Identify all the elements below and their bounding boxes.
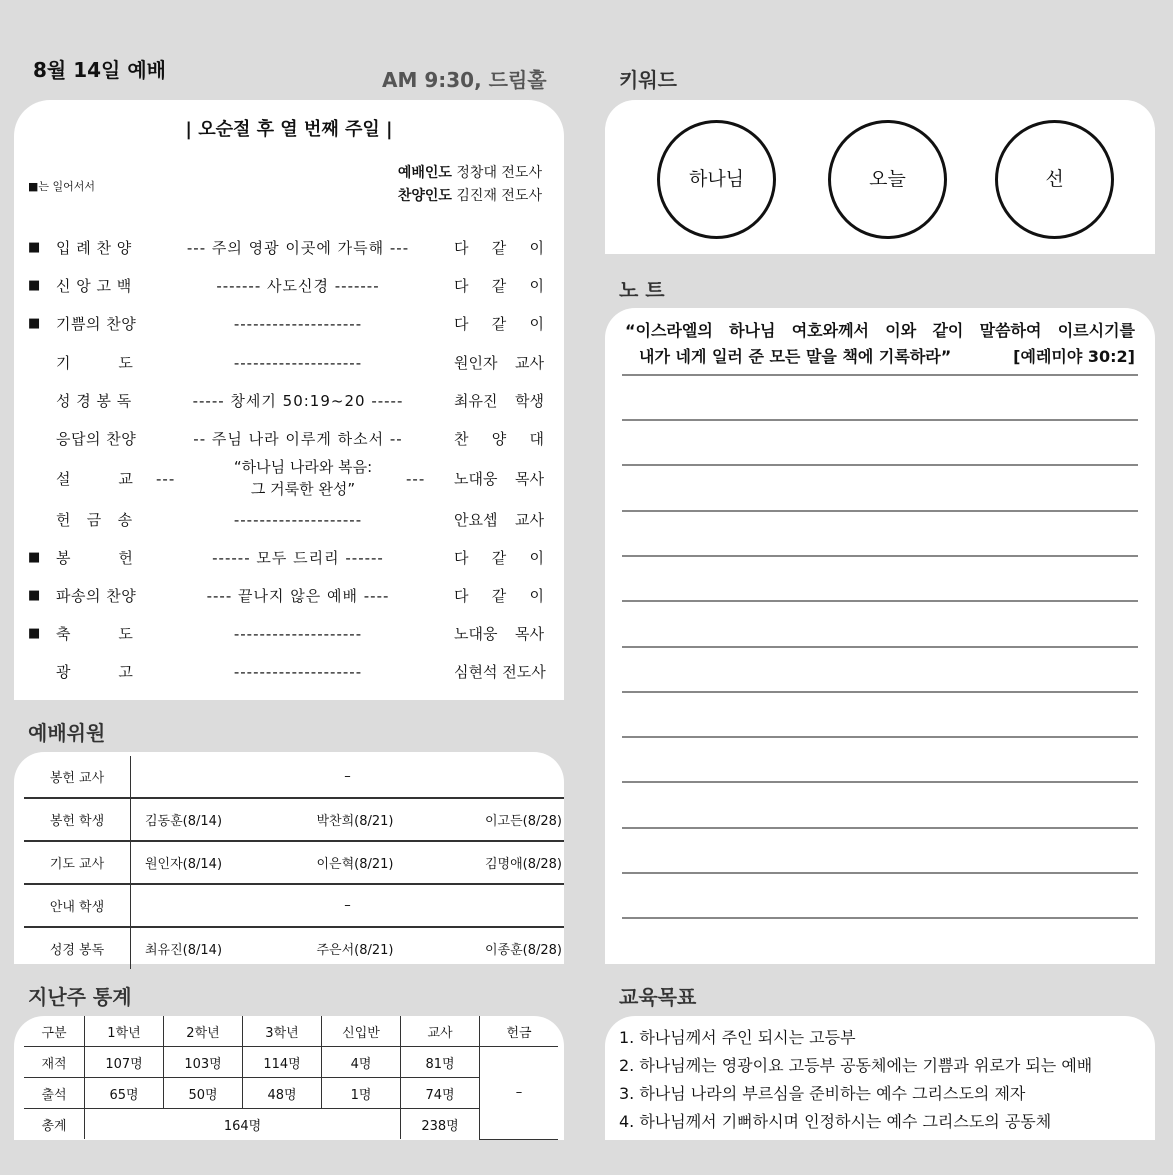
column-header: 신입반: [322, 1016, 401, 1047]
order-item-person: 다 같 이: [454, 549, 544, 567]
table-cell: 4명: [322, 1047, 401, 1078]
order-item-name: 기쁨의 찬양: [56, 315, 137, 333]
note-line: [622, 917, 1138, 919]
standing-mark: ■: [28, 278, 41, 293]
order-item-detail: --------------------: [233, 315, 363, 333]
standing-mark: ■: [28, 240, 41, 255]
column-header: 3학년: [243, 1016, 322, 1047]
order-item-detail: -- 주님 나라 이루게 하소서 --: [193, 430, 403, 448]
order-of-service-panel: [14, 100, 564, 700]
leader-role: 예배인도: [397, 165, 452, 181]
committee-role: 성경 봉독: [24, 927, 131, 969]
order-item-detail: --------------------: [233, 663, 363, 681]
committee-empty: –: [131, 756, 565, 798]
note-line: [622, 827, 1138, 829]
order-item-detail: --------------------: [233, 511, 363, 529]
committee-role: 봉헌 교사: [24, 756, 131, 798]
order-item: [28, 271, 548, 301]
sermon-title-line: “하나님 나라와 복음:: [233, 458, 373, 476]
order-item-person: 다 같 이: [454, 239, 544, 257]
committee-member: 김동훈(8/14): [131, 798, 266, 841]
goals-list: [619, 1024, 1092, 1136]
order-item-name: 헌 금 송: [56, 511, 133, 529]
committee-table: [24, 756, 564, 969]
table-cell: 103명: [164, 1047, 243, 1078]
stats-panel: [14, 1016, 564, 1140]
order-item: [28, 348, 548, 378]
sermon-dash-right: ---: [406, 470, 426, 488]
keyword-circle: 하나님: [657, 120, 776, 239]
goals-heading: 교육목표: [619, 985, 697, 1009]
standing-mark: ■: [28, 316, 41, 331]
notes-heading: 노 트: [619, 278, 665, 302]
keywords-panel: [605, 100, 1155, 254]
order-item: [28, 309, 548, 339]
leader-name: 정창대 전도사: [456, 165, 542, 181]
table-row: [24, 798, 564, 841]
worship-time-place: AM 9:30, 드림홀: [382, 68, 547, 92]
committee-member: 주은서(8/21): [316, 943, 394, 958]
order-item-person: 심현석 전도사: [454, 663, 546, 681]
leader-name: 김진재 전도사: [456, 188, 542, 204]
order-item: [28, 657, 548, 687]
total-teachers: 238명: [401, 1109, 480, 1140]
committee-member: 이은혁(8/21): [265, 841, 445, 884]
note-line: [622, 464, 1138, 466]
note-line: [622, 691, 1138, 693]
order-item-name: 축 도: [56, 625, 134, 643]
order-item-person: 다 같 이: [454, 315, 544, 333]
note-line: [622, 600, 1138, 602]
row-label: 재적: [24, 1047, 85, 1078]
notes-panel: [605, 308, 1155, 964]
committee-member: 김명애(8/28): [445, 841, 564, 884]
goal-item: 1. 하나님께서 주인 되시는 고등부: [619, 1028, 856, 1047]
note-line: [622, 374, 1138, 376]
column-header: 1학년: [85, 1016, 164, 1047]
order-item-person: 노대웅 목사: [454, 625, 544, 643]
order-item-name: 광 고: [56, 663, 134, 681]
committee-empty: –: [131, 884, 565, 927]
order-title: | 오순절 후 열 번째 주일 |: [185, 119, 393, 140]
note-line: [622, 736, 1138, 738]
order-item-detail: ---- 끝나지 않은 예배 ----: [206, 587, 390, 605]
order-item: [28, 543, 548, 573]
table-row: [24, 884, 564, 927]
order-item-person: 다 같 이: [454, 277, 544, 295]
committee-member: 원인자(8/14): [131, 841, 266, 884]
column-header: 헌금: [480, 1016, 559, 1047]
order-item-name: 입 례 찬 양: [56, 239, 132, 257]
order-item: [28, 386, 548, 416]
table-cell: 81명: [401, 1047, 480, 1078]
stats-heading: 지난주 통계: [28, 985, 132, 1009]
note-line: [622, 781, 1138, 783]
note-line: [622, 419, 1138, 421]
table-row: [24, 1047, 558, 1078]
worship-date-title: 8월 14일 예배: [33, 58, 166, 82]
order-item-person: 최유진 학생: [454, 392, 544, 410]
column-header: 2학년: [164, 1016, 243, 1047]
committee-member: 박찬희(8/21): [265, 798, 445, 841]
order-item-person: 찬 양 대: [454, 430, 544, 448]
order-item: [28, 581, 548, 611]
order-item-name: 신 앙 고 백: [56, 277, 132, 295]
order-item-name: 설 교: [56, 470, 134, 488]
sermon-dash-left: ---: [156, 470, 176, 488]
goal-item: 3. 하나님 나라의 부르심을 준비하는 예수 그리스도의 제자: [619, 1084, 1026, 1103]
table-cell: 50명: [164, 1078, 243, 1109]
committee-member: 최유진(8/14): [145, 943, 223, 958]
order-item-person: 다 같 이: [454, 587, 544, 605]
leader-role: 찬양인도: [397, 188, 452, 204]
stand-note: ■는 일어서서: [28, 180, 96, 193]
committee-heading: 예배위원: [28, 721, 106, 745]
standing-mark: ■: [28, 550, 41, 565]
verse-reference: [예레미야 30:2]: [1013, 347, 1135, 366]
table-row: [24, 1078, 558, 1109]
order-item-name: 응답의 찬양: [56, 430, 137, 448]
order-item: [28, 505, 548, 535]
order-item-detail: ----- 창세기 50:19~20 -----: [192, 392, 404, 410]
worship-leaders: [398, 162, 542, 208]
keyword-circle: 오늘: [828, 120, 947, 239]
table-cell: 74명: [401, 1078, 480, 1109]
order-item-name: 봉 헌: [56, 549, 134, 567]
total-students: 164명: [85, 1109, 401, 1140]
standing-mark: ■: [28, 588, 41, 603]
note-line: [622, 872, 1138, 874]
goals-panel: [605, 1016, 1155, 1140]
table-row: [24, 841, 564, 884]
row-label: 총계: [24, 1109, 85, 1140]
table-cell: 114명: [243, 1047, 322, 1078]
table-header-row: [24, 1016, 558, 1047]
keywords-heading: 키워드: [619, 68, 677, 92]
column-header: 교사: [401, 1016, 480, 1047]
table-row: [24, 927, 564, 969]
stats-table: [24, 1016, 558, 1140]
committee-role: 봉헌 학생: [24, 798, 131, 841]
goal-item: 4. 하나님께서 기뻐하시며 인정하시는 예수 그리스도의 공동체: [619, 1112, 1052, 1131]
order-item: [28, 233, 548, 263]
table-cell: 65명: [85, 1078, 164, 1109]
bible-verse: [625, 318, 1135, 370]
goal-item: 2. 하나님께는 영광이요 고등부 공동체에는 기쁨과 위로가 되는 예배: [619, 1056, 1093, 1075]
note-line: [622, 555, 1138, 557]
table-row: [24, 1109, 558, 1140]
committee-member: 이종훈(8/28): [484, 943, 562, 958]
verse-line: “이스라엘의 하나님 여호와께서 이와 같이 말씀하여 이르시기를: [625, 321, 1135, 340]
column-header: 구분: [24, 1016, 85, 1047]
table-cell: 48명: [243, 1078, 322, 1109]
table-cell: 107명: [85, 1047, 164, 1078]
committee-role: 안내 학생: [24, 884, 131, 927]
note-line: [622, 510, 1138, 512]
order-item: [28, 424, 548, 454]
keyword-circle: 선: [995, 120, 1114, 239]
order-item-name: 기 도: [56, 354, 134, 372]
committee-panel: [14, 752, 564, 964]
order-item-detail: ------- 사도신경 -------: [216, 277, 380, 295]
order-item-detail: --------------------: [233, 625, 363, 643]
order-item-person: 안요셉 교사: [454, 511, 544, 529]
order-item: [28, 619, 548, 649]
order-item-detail: --------------------: [233, 354, 363, 372]
order-item-detail: --- 주의 영광 이곳에 가득해 ---: [186, 239, 410, 257]
note-line: [622, 646, 1138, 648]
sermon-title: [208, 456, 398, 500]
committee-role: 기도 교사: [24, 841, 131, 884]
order-item-person: 원인자 교사: [454, 354, 544, 372]
table-row: [24, 756, 564, 798]
table-cell: 1명: [322, 1078, 401, 1109]
order-item-name: 파송의 찬양: [56, 587, 137, 605]
offering-cell: –: [480, 1047, 559, 1140]
order-item-name: 성 경 봉 독: [56, 392, 132, 410]
committee-member: 이고든(8/28): [445, 798, 564, 841]
verse-line: 내가 네게 일러 준 모든 말을 책에 기록하라”: [639, 347, 952, 366]
order-item-detail: ------ 모두 드리리 ------: [212, 549, 384, 567]
sermon-title-line: 그 거룩한 완성”: [250, 480, 356, 498]
order-item-person: 노대웅 목사: [454, 470, 544, 488]
order-item-sermon: [28, 456, 548, 502]
standing-mark: ■: [28, 626, 41, 641]
row-label: 출석: [24, 1078, 85, 1109]
